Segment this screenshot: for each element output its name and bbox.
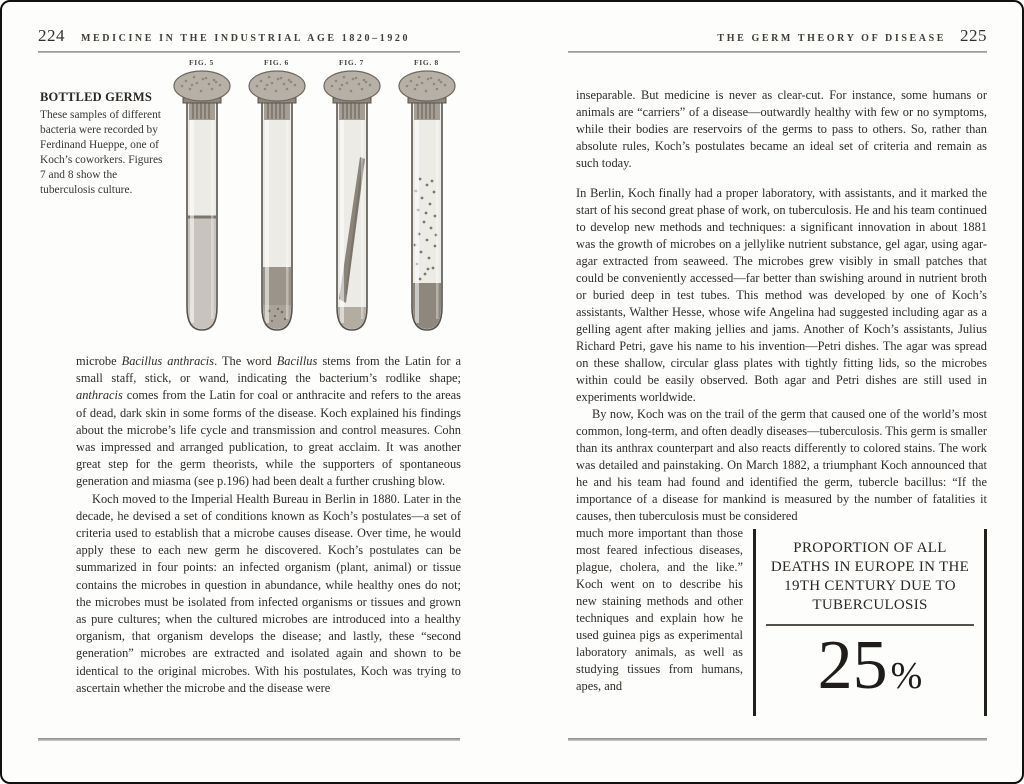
page-number-right: 225 (960, 26, 987, 45)
stat-box-heading: PROPORTION OF ALL DEATHS IN EUROPE IN THE 19TH CENTURY DUE TO TUBERCULOSIS (770, 540, 970, 613)
page-number-left: 224 (38, 26, 65, 45)
cotton-plug-icon (399, 71, 455, 120)
figure-caption-title: BOTTLED GERMS (40, 90, 152, 104)
stat-box-divider (766, 624, 974, 626)
body-text-left (76, 353, 461, 697)
running-head-right (568, 26, 987, 46)
figure-label: FIG. 7 (338, 58, 365, 67)
figure-label: FIG. 8 (413, 58, 440, 67)
paragraph: Koch moved to the Imperial Health Bureau in Berlin in 1880. Later in the decade, he devised a set of conditions known as Koch’s postulates—a set of criteria used to establish that a microbe causes disease. Over time, he would apply these to each new germ he discovered. Koch’s postulates can be summarized in four points: an infected organism (plant, animal) or tissue contains the microbes in question in abundance, while healthy ones do not; the microbes must be isolated from infected organisms or tissues and grown as pure cultures; when the cultured microbes are introduced into a healthy organism, that organism develops the disease; and lastly, these “second generation” microbes are extracted and isolated again and shown to be identical to the original microbes. With his postulates, Koch was trying to ascertain whether the microbe and the disease were (76, 491, 461, 695)
figure-tubes (164, 58, 464, 345)
running-head-left (38, 26, 460, 46)
paragraph: inseparable. But medicine is never as clear-cut. For instance, some humans or animals are “carriers” of a disease—outwardly healthy with few or no symptoms, while their bodies are reservoirs of the germs to pass to others. So, rather than absolute rules, Koch’s postulates became an ideal set of criteria and remain as such today. (576, 88, 987, 170)
cotton-plug-icon (174, 71, 230, 120)
test-tube-illustration (391, 69, 463, 345)
header-rule-left (38, 51, 460, 53)
test-tube-figure (389, 58, 464, 345)
footer-rule-left (38, 738, 460, 741)
test-tube-figure (239, 58, 314, 345)
running-head-right-title: THE GERM THEORY OF DISEASE (717, 33, 946, 44)
header-rule-right (568, 51, 987, 53)
test-tube-illustration (316, 69, 388, 345)
running-head-left-title: MEDICINE IN THE INDUSTRIAL AGE 1820–1920 (81, 33, 411, 44)
figure-caption (40, 90, 164, 198)
paragraph: microbe Bacillus anthracis. The word Bacillus stems from the Latin for a small staff, stick, or wand, indicating the bacterium’s rodlike shape; anthracis comes from the Latin for coal or anthracite and refers to the areas of dead, dark skin in some forms of the disease. Koch explained his findings about the microbe’s life cycle and transmission and control measures. Cohn was impressed and arranged publication, to great acclaim. It was another great step for the germ theorists, while the supporters of spontaneous generation and miasma (see p.196) had been dealt a further crushing blow. (76, 354, 461, 489)
paragraph: much more important than those most feared infectious diseases, plague, cholera, and the like.” Koch went on to describe his new staining methods and other techniques and explain how he used guinea pigs as experimental laboratory animals, as well as studying tissues from humans, apes, and (576, 526, 743, 693)
figure-label: FIG. 6 (263, 58, 290, 67)
paragraph-with-stat-box (576, 525, 987, 704)
test-tube-figure (314, 58, 389, 345)
test-tube-illustration (166, 69, 238, 345)
cotton-plug-icon (249, 71, 305, 120)
stat-box (753, 529, 987, 716)
figure-label: FIG. 5 (188, 58, 215, 67)
cotton-plug-icon (324, 71, 380, 120)
stat-box-percent-sign: % (890, 655, 923, 697)
paragraph: In Berlin, Koch finally had a proper laboratory, with assistants, and it marked the start of his second great phase of work, on tuberculosis. He and his team continued to develop new methods and techniques: a significant innovation in about 1881 was the growth of microbes on a jellylike nutrient substance, gel agar, using agar-agar extracted from seaweed. The microbes grew visibly in small patches that could be conveniently accessed—far better than swishing around in nutrient broth or buried deep in test tubes. This method was developed by one of Koch’s assistants, Walther Hesse, whose wife Angelina had suggested including agar as a gelling agent after making jellies and jams. Another of Koch’s assistants, Julius Richard Petri, gave his name to his invention—Petri dishes. The agar was spread on these shallow, circular glass plates with tightly fitting lids, so the microbes within could be easily observed. Both agar and Petri dishes are still used in experiments worldwide. (576, 186, 987, 404)
paragraph: By now, Koch was on the trail of the germ that caused one of the world’s most common, long-term, and often deadly diseases—tuberculosis. This germ is smaller than its anthrax counterpart and also reacts differently to colored stains. The work was detailed and painstaking. On March 1882, a triumphant Koch announced that he and his team had found and identified the germ, tubercle bacillus: “If the importance of a disease for mankind is measured by the number of fatalities it causes, then tuberculosis must be considered (576, 407, 987, 523)
test-tube-figure (164, 58, 239, 345)
stat-box-number: 25 (817, 627, 888, 704)
stat-box-value (764, 628, 976, 704)
body-text-right (576, 87, 987, 722)
test-tube-illustration (241, 69, 313, 345)
footer-rule-right (568, 738, 987, 741)
figure-caption-body: These samples of different bacteria were recorded by Ferdinand Hueppe, one of Koch’s coworkers. Figures 7 and 8 show the tuberculosis culture. (40, 109, 163, 196)
